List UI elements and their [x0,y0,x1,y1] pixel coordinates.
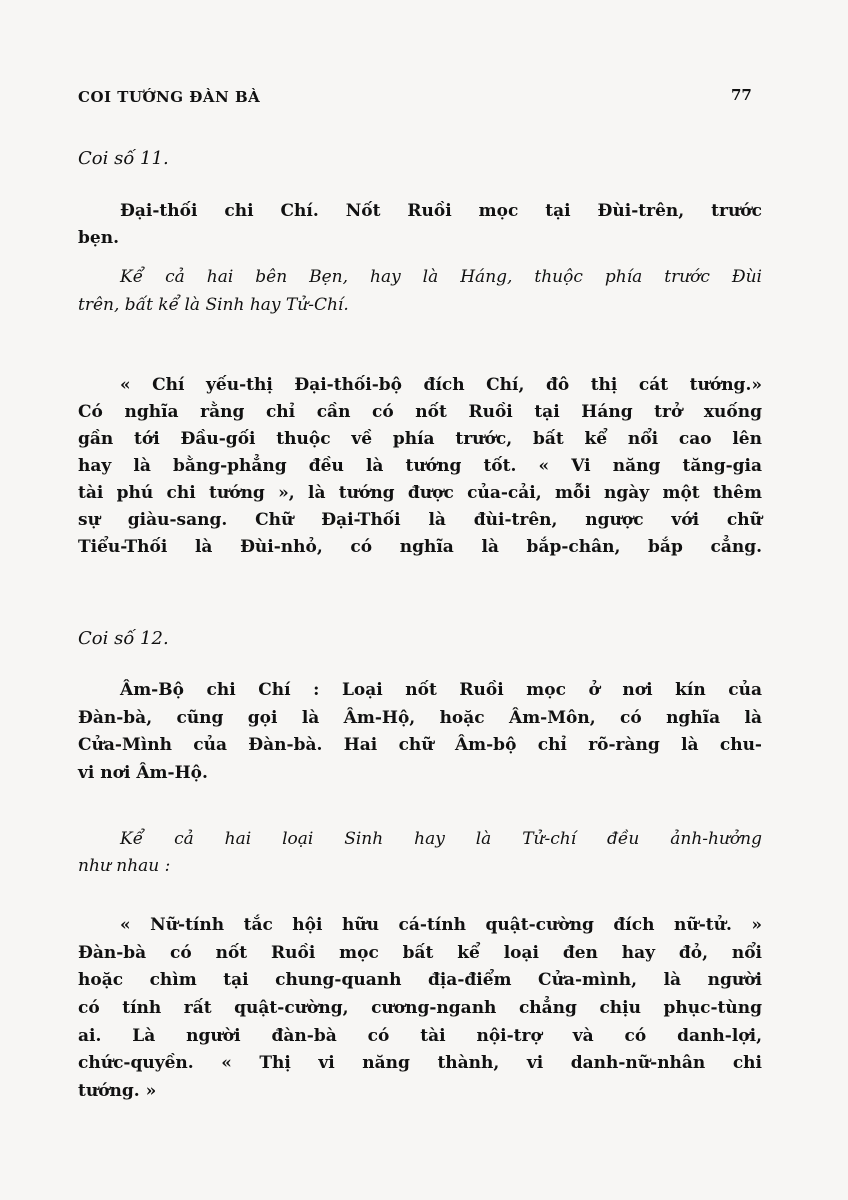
definition-line: Cửa-Mình của Đàn-bà. Hai chữ Âm-bộ chỉ rõ-ràng là chu- [78,735,762,755]
body-line: Tiểu-Thối là Đùi-nhỏ, có nghĩa là bắp-chân, bắp cẳng. [78,537,762,557]
page-number: 77 [731,86,752,104]
body-line: ai. Là người đàn-bà có tài nội-trợ và có danh-lợi, [78,1026,762,1046]
definition-line: Âm-Bộ chi Chí : Loại nốt Ruồi mọc ở nơi kín của [120,680,762,700]
section-heading-11: Coi số 11. [78,148,169,169]
definition-line: vi nơi Âm-Hộ. [78,763,208,783]
body-line: hoặc chìm tại chung-quanh địa-điểm Cửa-mình, là người [78,970,762,990]
definition-term: Đại-thối chi Chí. [120,201,319,221]
definition-term: Âm-Bộ chi Chí : [120,680,320,700]
body-line: Đàn-bà có nốt Ruồi mọc bất kể loại đen hay đỏ, nổi [78,943,762,963]
note-line: như nhau : [78,856,171,876]
body-line: tướng. » [78,1081,157,1101]
definition-line: Đàn-bà, cũng gọi là Âm-Hộ, hoặc Âm-Môn, có nghĩa là [78,708,762,728]
running-title: COI TƯỚNG ĐÀN BÀ [78,88,261,106]
body-line: gần tới Đầu-gối thuộc về phía trước, bất kể nổi cao lên [78,429,762,449]
note-line: Kể cả hai loại Sinh hay là Tử-chí đều ảnh-hưởng [120,829,762,849]
body-line: chức-quyền. « Thị vi năng thành, vi danh-nữ-nhân chi [78,1053,762,1073]
body-line: Có nghĩa rằng chỉ cần có nốt Ruồi tại Háng trở xuống [78,402,762,422]
note-line: Kể cả hai bên Bẹn, hay là Háng, thuộc phía trước Đùi [120,267,762,287]
section-heading-12: Coi số 12. [78,628,169,649]
body-line: « Nữ-tính tắc hội hữu cá-tính quật-cường đích nữ-tử. » [120,915,762,935]
body-line: hay là bằng-phẳng đều là tướng tốt. « Vi năng tăng-gia [78,456,762,476]
body-line: có tính rất quật-cường, cương-nganh chẳng chịu phục-tùng [78,998,762,1018]
body-line: « Chí yếu-thị Đại-thối-bộ đích Chí, đô thị cát tướng.» [120,375,762,395]
body-line: tài phú chi tướng », là tướng được của-cải, mỗi ngày một thêm [78,483,762,503]
note-line: trên, bất kể là Sinh hay Tử-Chí. [78,295,349,315]
body-line: sự giàu-sang. Chữ Đại-Thối là đùi-trên, ngược với chữ [78,510,762,530]
definition-line: Đại-thối chi Chí. Nốt Ruồi mọc tại Đùi-trên, trước [120,201,762,221]
definition-line: bẹn. [78,228,119,248]
